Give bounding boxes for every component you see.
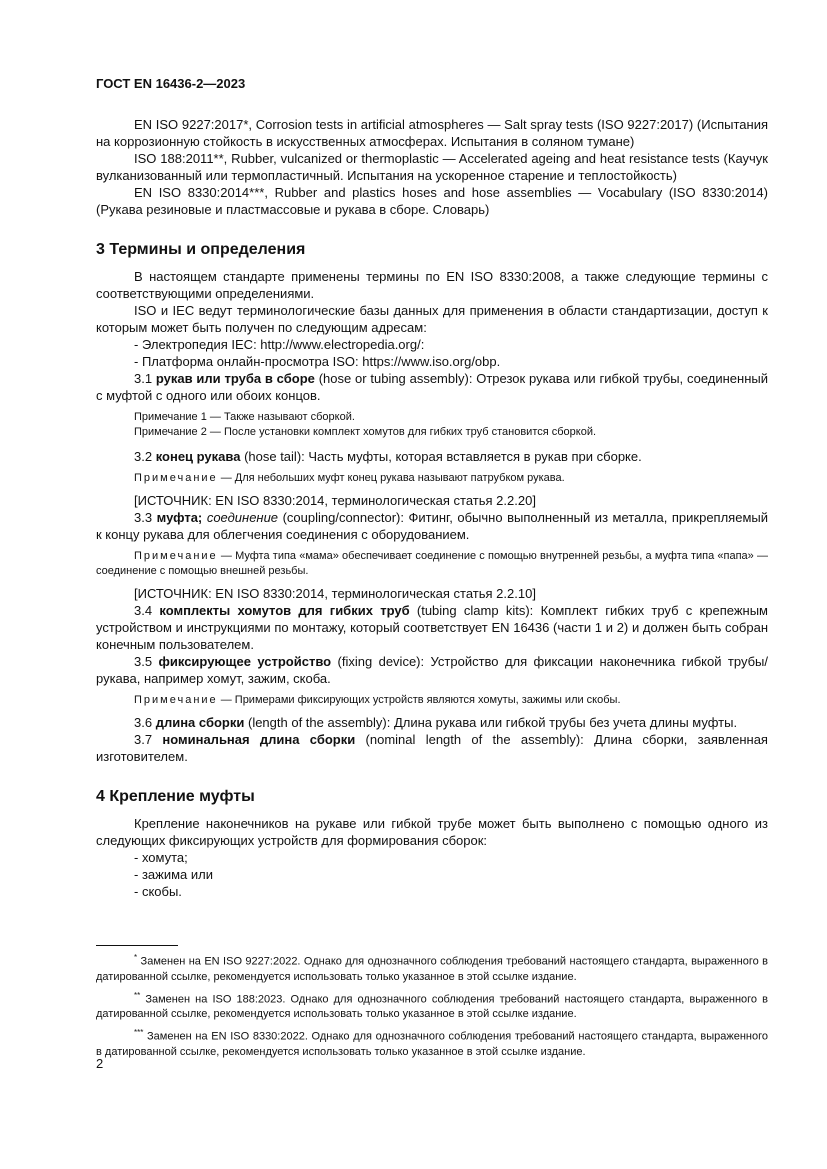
list-item: - зажима или [134,867,213,882]
term-3-1: 3.1 рукав или труба в сборе (hose or tubing assembly): Отрезок рукава или гибкой трубы, соединенный с муфтой с одного или обоих концов. [96,371,768,403]
section-3-intro: В настоящем стандарте применены термины по EN ISO 8330:2008, а также следующие термины с соответствующими определениями. [96,269,768,301]
note: Примечание 1 — Также называют сборкой. [134,411,355,423]
term-name: фиксирующее устройство [158,654,332,669]
term-3-4: 3.4 комплекты хомутов для гибких труб (tubing clamp kits): Комплект гибких труб с крепежным устройством и инструкциями по монтажу, который соответствует EN 16436 (части 1 и 2) и должен быть собран конечным пользователем. [96,603,768,652]
section-4-title: 4 Крепление муфты [96,788,255,805]
term-name: длина сборки [155,715,245,730]
note: Примечание — Муфта типа «мама» обеспечивает соединение с помощью внутренней резьбы, а муфта типа «папа» — соединение с помощью внешней резьбы. [96,550,768,577]
source-reference: [ИСТОЧНИК: EN ISO 8330:2014, терминологическая статья 2.2.20] [134,493,536,508]
page-number: 2 [96,1056,104,1071]
list-item: - Электропедия IEC: http://www.electropedia.org/: [134,337,425,352]
term-alt-name: соединение [206,510,279,525]
term-name: конец рукава [155,449,241,464]
term-name: муфта; [156,510,203,525]
normative-reference: EN ISO 9227:2017*, Corrosion tests in artificial atmospheres — Salt spray tests (ISO 9227:2017) (Испытания на коррозионную стойкость в искусственных атмосферах. Испытания в соляном тумане) [96,117,768,149]
footnote: * Заменен на EN ISO 9227:2022. Однако для однозначного соблюдения требований настоящего стандарта, выраженного в датированной ссылке, рекомендуется использовать только указанное в этой ссылке издание. [96,953,768,983]
term-3-3: 3.3 муфта; соединение (coupling/connector): Фитинг, обычно выполненный из металла, прикрепляемый к концу рукава для облегчения соединения с оборудованием. [96,510,768,542]
normative-reference: EN ISO 8330:2014***, Rubber and plastics hoses and hose assemblies — Vocabulary (ISO 8330:2014) (Рукава резиновые и пластмассовые и рукава в сборе. Словарь) [96,185,768,217]
list-item: - Платформа онлайн-просмотра ISO: https://www.iso.org/obp. [134,354,501,369]
footnotes [96,945,768,1063]
term-3-6: 3.6 длина сборки (length of the assembly): Длина рукава или гибкой трубы без учета длины муфты. [134,715,738,730]
term-name: рукав или труба в сборе [155,371,315,386]
footnote: *** Заменен на EN ISO 8330:2022. Однако для однозначного соблюдения требований настоящего стандарта, выраженного в датированной ссылке, рекомендуется использовать только указанное в этой ссылке издание. [96,1028,768,1058]
list-item: - хомута; [134,850,188,865]
term-name: комплекты хомутов для гибких труб [159,603,410,618]
section-4-text: Крепление наконечников на рукаве или гибкой трубе может быть выполнено с помощью одного из следующих фиксирующих устройств для формирования сборок: [96,816,768,848]
footnote-divider [96,945,178,946]
term-3-7: 3.7 номинальная длина сборки (nominal length of the assembly): Длина сборки, заявленная изготовителем. [96,732,768,764]
source-reference: [ИСТОЧНИК: EN ISO 8330:2014, терминологическая статья 2.2.10] [134,586,536,601]
footnote: ** Заменен на ISO 188:2023. Однако для однозначного соблюдения требований настоящего стандарта, выраженного в датированной ссылке, рекомендуется использовать только указанное в этой ссылке издание. [96,990,768,1021]
iso-iec-paragraph: ISO и IEC ведут терминологические базы данных для применения в области стандартизации, доступ к которым может быть получен по следующим адресам: [96,303,768,335]
document-header: ГОСТ EN 16436-2—2023 [96,76,246,91]
document-body [96,116,768,900]
note: Примечание 2 — После установки комплект хомутов для гибких труб становится сборкой. [134,426,597,438]
note: Примечание — Для небольших муфт конец рукава называют патрубком рукава. [134,472,565,484]
term-name: номинальная длина сборки [162,732,356,747]
normative-reference: ISO 188:2011**, Rubber, vulcanized or thermoplastic — Accelerated ageing and heat resistance tests (Каучук вулканизованный или термопластичный. Испытания на ускоренное старение и теплостойкость) [96,151,768,183]
list-item: - скобы. [134,884,182,899]
section-3-title: 3 Термины и определения [96,241,306,258]
term-3-5: 3.5 фиксирующее устройство (fixing device): Устройство для фиксации наконечника гибкой трубы/рукава, например хомут, зажим, скоба. [96,654,768,686]
term-3-2: 3.2 конец рукава (hose tail): Часть муфты, которая вставляется в рукав при сборке. [134,449,642,464]
note: Примечание — Примерами фиксирующих устройств являются хомуты, зажимы или скобы. [134,694,621,706]
